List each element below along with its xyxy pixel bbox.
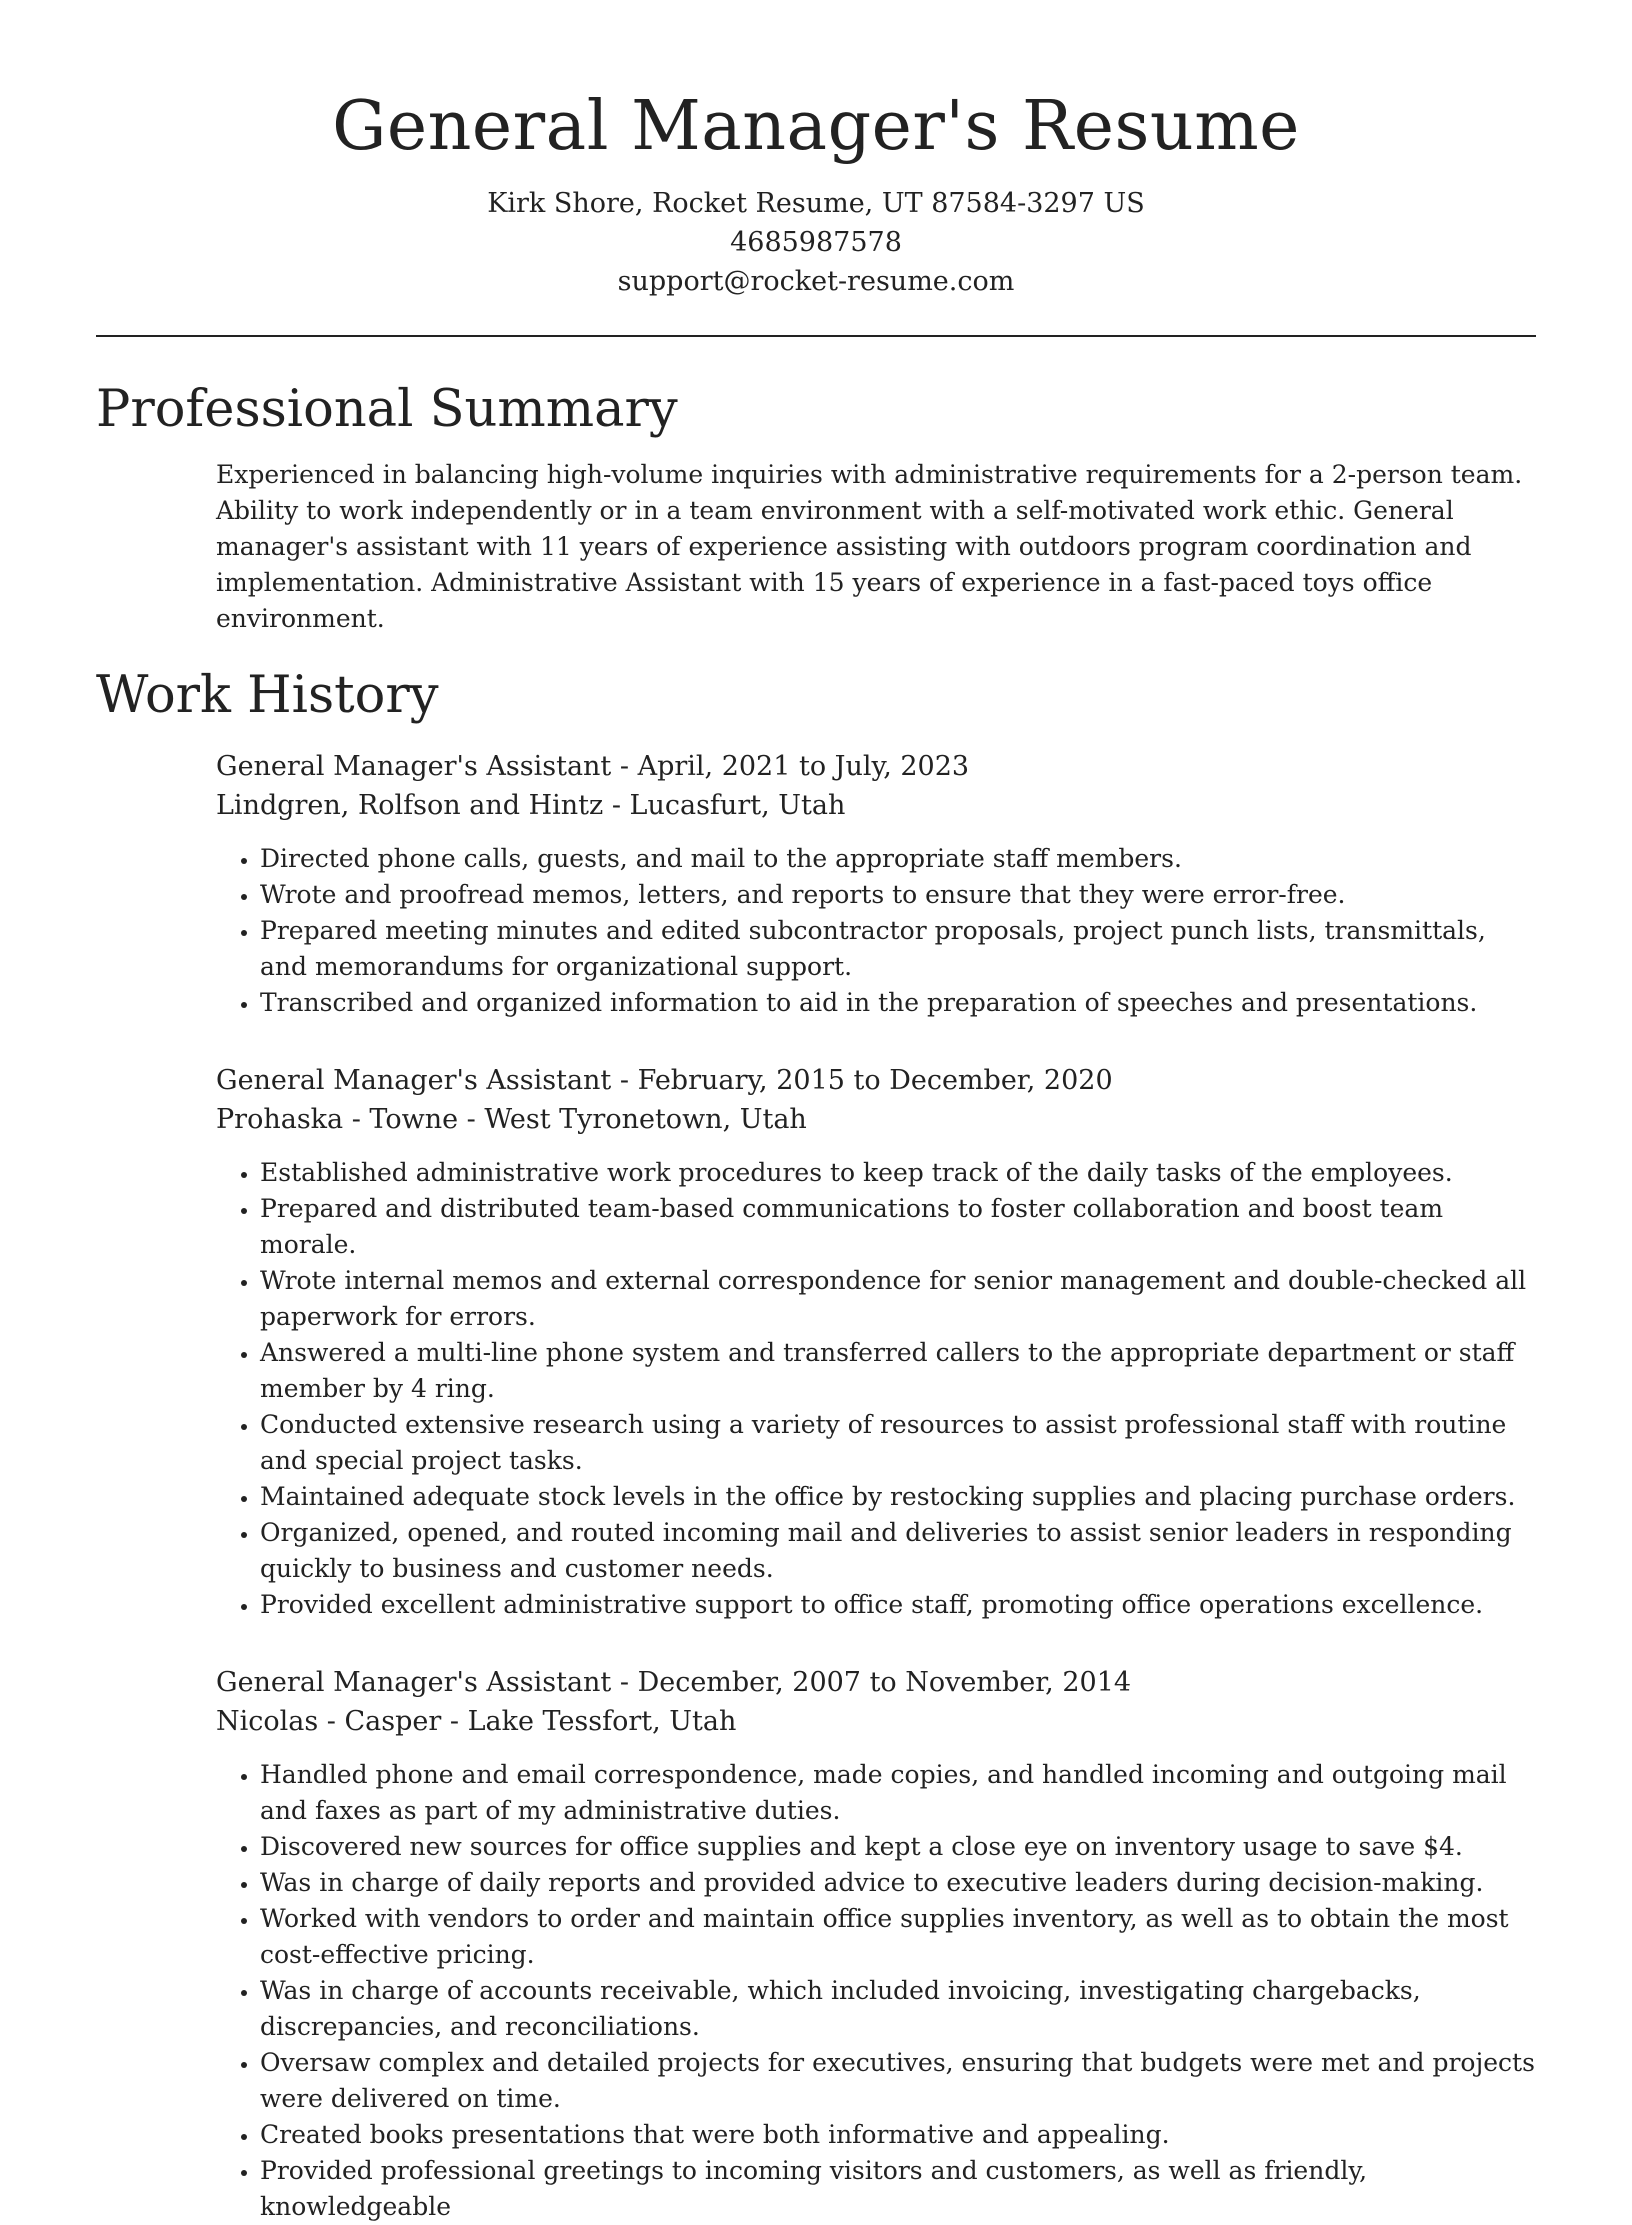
job-bullet: • Transcribed and organized information to aid in the preparation of speeches and presentations. xyxy=(260,985,1536,1021)
work-history-body xyxy=(96,747,1536,2225)
job-bullet: • Oversaw complex and detailed projects for executives, ensuring that budgets were met and projects were delivered on time. xyxy=(260,2045,1536,2117)
job-bullet-list xyxy=(216,1155,1536,1623)
job-bullet: • Wrote and proofread memos, letters, and reports to ensure that they were error-free. xyxy=(260,877,1536,913)
work-history-heading: Work History xyxy=(96,666,439,725)
job-entry xyxy=(216,1061,1536,1623)
job-header xyxy=(216,1663,1536,1741)
job-company-line: Lindgren, Rolfson and Hintz - Lucasfurt, Utah xyxy=(216,790,846,821)
job-bullet: • Maintained adequate stock levels in the office by restocking supplies and placing purchase orders. xyxy=(260,1479,1536,1515)
job-company-line: Nicolas - Casper - Lake Tessfort, Utah xyxy=(216,1706,737,1737)
job-bullet: • Prepared meeting minutes and edited subcontractor proposals, project punch lists, transmittals, and memorandums for organizational support. xyxy=(260,913,1536,985)
contact-block xyxy=(96,184,1536,301)
job-bullet-list xyxy=(216,1757,1536,2225)
contact-phone: 4685987578 xyxy=(730,227,902,258)
job-bullet: • Provided professional greetings to incoming visitors and customers, as well as friendly, knowledgeable xyxy=(260,2153,1536,2225)
summary-body xyxy=(96,457,1536,637)
summary-text: Experienced in balancing high-volume inquiries with administrative requirements for a 2-person team. Ability to work independently or in a team environment with a self-motivated work ethic. General manager's assistant with 11 years of experience assisting with outdoors program coordination and implementation. Administrative Assistant with 15 years of experience in a fast-paced toys office environment. xyxy=(216,460,1523,633)
job-title-line: General Manager's Assistant - February, 2015 to December, 2020 xyxy=(216,1065,1113,1096)
job-bullet: • Conducted extensive research using a variety of resources to assist professional staff with routine and special project tasks. xyxy=(260,1407,1536,1479)
job-entry xyxy=(216,1663,1536,2225)
summary-section xyxy=(96,377,1536,637)
job-bullet: • Handled phone and email correspondence, made copies, and handled incoming and outgoing mail and faxes as part of my administrative duties. xyxy=(260,1757,1536,1829)
job-bullet: • Established administrative work procedures to keep track of the daily tasks of the employees. xyxy=(260,1155,1536,1191)
job-bullet-list xyxy=(216,841,1536,1021)
job-bullet: • Worked with vendors to order and maintain office supplies inventory, as well as to obtain the most cost-effective pricing. xyxy=(260,1901,1536,1973)
job-entry xyxy=(216,747,1536,1021)
job-bullet: • Answered a multi-line phone system and transferred callers to the appropriate department or staff member by 4 ring. xyxy=(260,1335,1536,1407)
job-title-line: General Manager's Assistant - December, 2007 to November, 2014 xyxy=(216,1667,1132,1698)
header-divider xyxy=(96,335,1536,337)
contact-address: Kirk Shore, Rocket Resume, UT 87584-3297 US xyxy=(487,188,1145,219)
job-header xyxy=(216,1061,1536,1139)
resume-title: General Manager's Resume xyxy=(332,87,1300,166)
job-bullet: • Directed phone calls, guests, and mail to the appropriate staff members. xyxy=(260,841,1536,877)
resume-header xyxy=(96,0,1536,301)
job-title-line: General Manager's Assistant - April, 2021 to July, 2023 xyxy=(216,751,970,782)
job-bullet: • Prepared and distributed team-based communications to foster collaboration and boost team morale. xyxy=(260,1191,1536,1263)
job-bullet: • Organized, opened, and routed incoming mail and deliveries to assist senior leaders in responding quickly to business and customer needs. xyxy=(260,1515,1536,1587)
job-bullet: • Was in charge of daily reports and provided advice to executive leaders during decision-making. xyxy=(260,1865,1536,1901)
job-header xyxy=(216,747,1536,825)
job-bullet: • Created books presentations that were both informative and appealing. xyxy=(260,2117,1536,2153)
job-bullet: • Discovered new sources for office supplies and kept a close eye on inventory usage to save $4. xyxy=(260,1829,1536,1865)
job-bullet: • Was in charge of accounts receivable, which included invoicing, investigating chargebacks, discrepancies, and reconciliations. xyxy=(260,1973,1536,2045)
job-bullet: • Provided excellent administrative support to office staff, promoting office operations excellence. xyxy=(260,1587,1536,1623)
job-bullet: • Wrote internal memos and external correspondence for senior management and double-checked all paperwork for errors. xyxy=(260,1263,1536,1335)
summary-heading: Professional Summary xyxy=(96,380,678,439)
work-history-section xyxy=(96,663,1536,2225)
contact-email: support@rocket-resume.com xyxy=(617,266,1015,297)
job-company-line: Prohaska - Towne - West Tyronetown, Utah xyxy=(216,1104,807,1135)
